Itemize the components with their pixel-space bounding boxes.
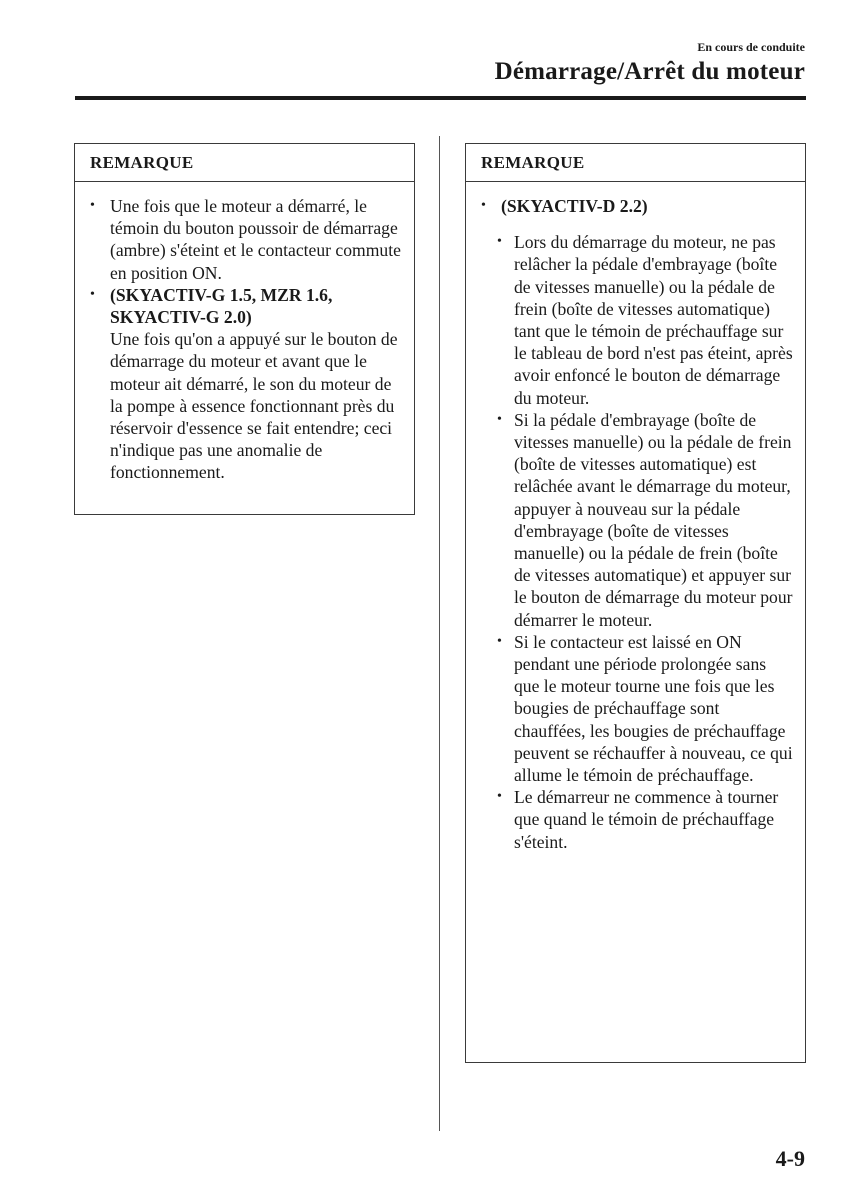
list-item <box>497 409 795 631</box>
note-text: Si la pédale d'embrayage (boîte de vitesses manuelle) ou la pédale de frein (boîte de vitesses automatique) est relâchée avant le démarrage du moteur, appuyer à nouveau sur la pédale d'embrayage (boîte de vitesses manuelle) ou la pédale de frein (boîte de vitesses automatique) et appuyer sur le bouton de démarrage du moteur pour démarrer le moteur. <box>514 409 793 630</box>
note-heading: REMARQUE <box>466 144 805 182</box>
note-body <box>466 182 805 853</box>
bullet-icon: • <box>90 286 95 302</box>
bullet-icon: • <box>497 411 502 427</box>
note-box-left <box>74 143 415 515</box>
note-text: Une fois que le moteur a démarré, le témoin du bouton poussoir de démarrage (ambre) s'éteint et le contacteur commute en position ON. <box>110 196 401 283</box>
note-list <box>88 195 404 484</box>
bullet-icon: • <box>90 198 95 213</box>
list-item <box>88 284 404 484</box>
engine-variant-label: (SKYACTIV-G 1.5, MZR 1.6, SKYACTIV-G 2.0) <box>110 284 333 328</box>
column-divider <box>439 136 440 1131</box>
note-list <box>479 195 795 217</box>
page-header <box>495 40 805 87</box>
note-box-right <box>465 143 806 1063</box>
note-text: Si le contacteur est laissé en ON pendant une période prolongée sans que le moteur tourne une fois que les bougies de préchauffage sont chauffées, les bougies de préchauffage peuvent se réchauffer à nouveau, ce qui allume le témoin de préchauffage. <box>514 631 793 786</box>
bullet-icon: • <box>497 633 502 649</box>
page-number: 4-9 <box>775 1146 805 1171</box>
bullet-icon: • <box>481 198 486 213</box>
engine-variant-label: (SKYACTIV-D 2.2) <box>501 196 648 216</box>
note-text: Une fois qu'on a appuyé sur le bouton de démarrage du moteur et avant que le moteur ait démarré, le son du moteur de la pompe à essence fonctionnant près du réservoir d'essence se fait entendre; ceci n'indique pas une anomalie de fonctionnement. <box>110 329 398 483</box>
note-sub-list <box>497 231 795 853</box>
list-item <box>497 231 795 409</box>
bullet-icon: • <box>497 234 502 250</box>
note-heading: REMARQUE <box>75 144 414 182</box>
list-item <box>88 195 404 284</box>
page-title: Démarrage/Arrêt du moteur <box>494 58 805 85</box>
note-text: Lors du démarrage du moteur, ne pas relâcher la pédale d'embrayage (boîte de vitesses manuelle) ou la pédale de frein (boîte de vitesses automatique) tant que le témoin de préchauffage sur le tableau de bord n'est pas éteint, après avoir enfoncé le bouton de démarrage du moteur. <box>514 232 793 408</box>
list-item <box>479 195 795 217</box>
bullet-icon: • <box>497 789 502 805</box>
list-item <box>497 631 795 786</box>
section-name: En cours de conduite <box>697 40 805 54</box>
header-rule <box>75 96 806 100</box>
list-item <box>497 786 795 853</box>
note-body <box>75 182 414 484</box>
note-text: Le démarreur ne commence à tourner que quand le témoin de préchauffage s'éteint. <box>514 787 779 852</box>
